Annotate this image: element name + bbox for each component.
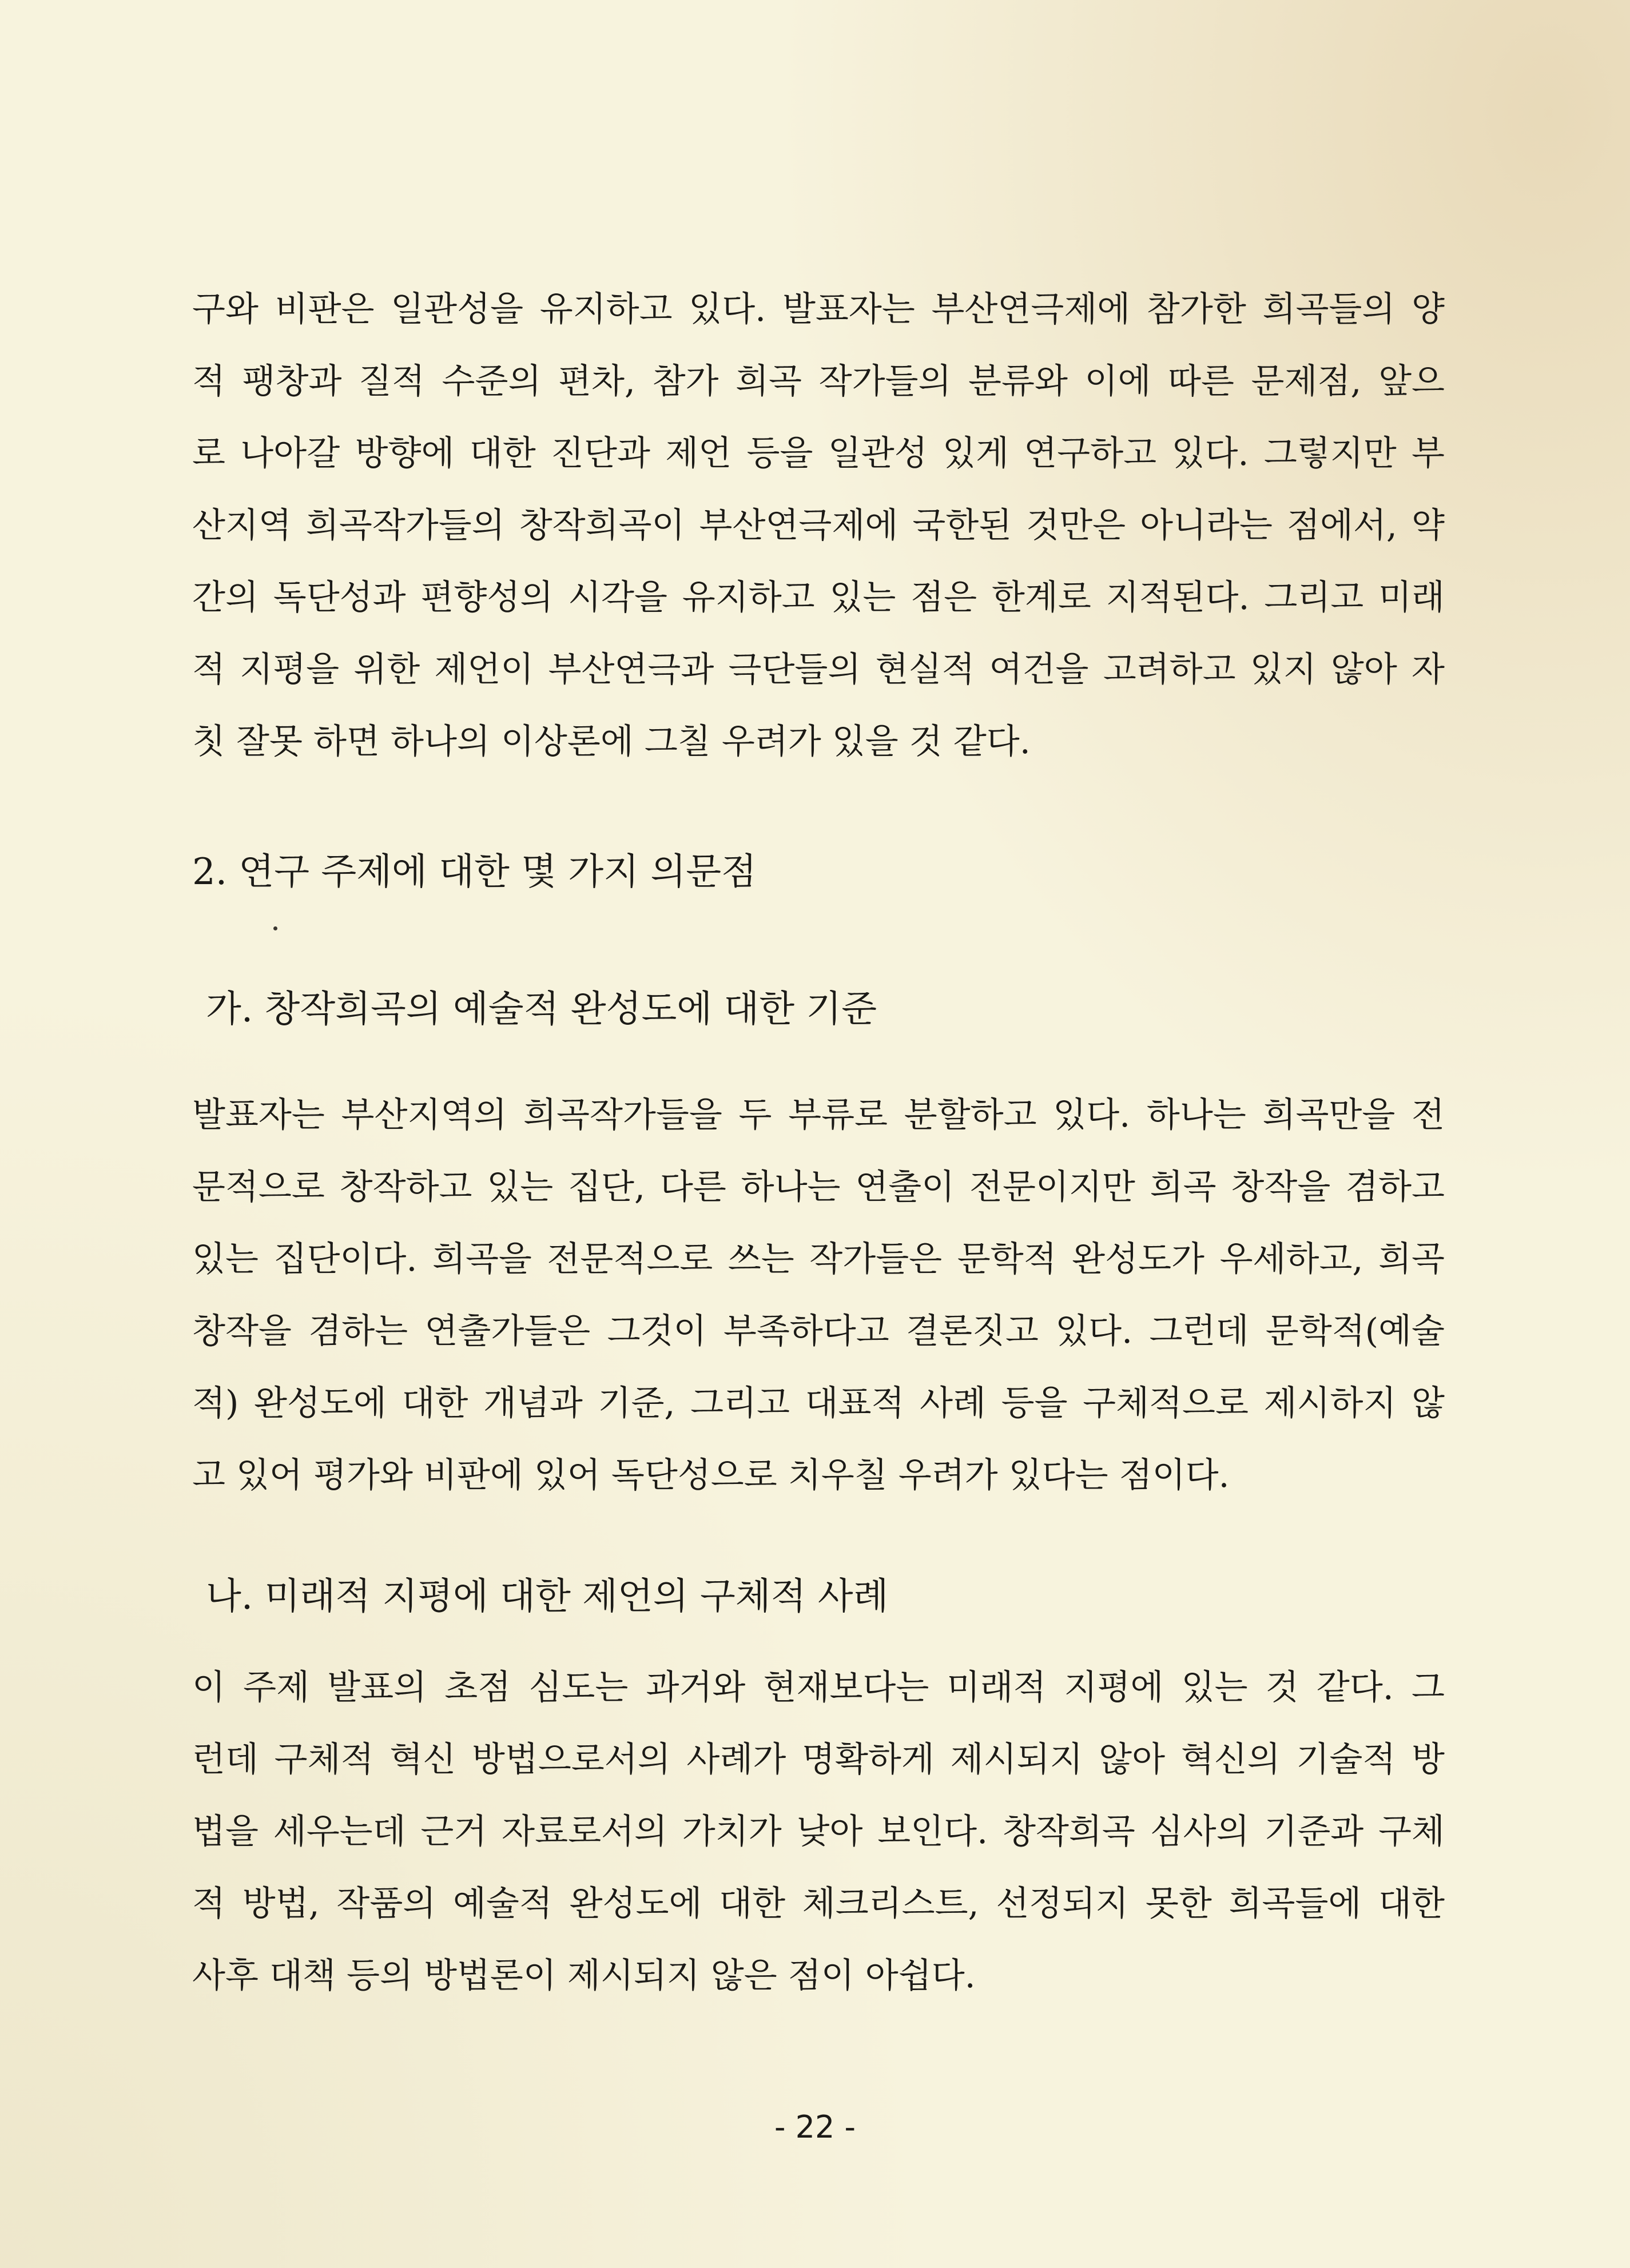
- paragraph-line: 있는 집단이다. 희곡을 전문적으로 쓰는 작가들은 문학적 완성도가 우세하고, 희곡: [192, 1239, 1445, 1279]
- paragraph-line: 발표자는 부산지역의 희곡작가들을 두 부류로 분할하고 있다. 하나는 희곡만을 전: [192, 1095, 1445, 1135]
- paragraph-line: 법을 세우는데 근거 자료로서의 가치가 낮아 보인다. 창작희곡 심사의 기준과 구체: [192, 1812, 1445, 1852]
- paragraph-line: 산지역 희곡작가들의 창작희곡이 부산연극제에 국한된 것만은 아니라는 점에서, 약: [192, 506, 1445, 546]
- page-number: - 22 -: [774, 2109, 856, 2145]
- scan-speck: [273, 926, 277, 930]
- paragraph-line: 구와 비판은 일관성을 유지하고 있다. 발표자는 부산연극제에 참가한 희곡들의 양: [192, 289, 1445, 329]
- paragraph-line: 창작을 겸하는 연출가들은 그것이 부족하다고 결론짓고 있다. 그런데 문학적(예술: [192, 1311, 1445, 1351]
- paragraph-line: 문적으로 창작하고 있는 집단, 다른 하나는 연출이 전문이지만 희곡 창작을 겸하고: [192, 1167, 1445, 1207]
- section-heading: 2. 연구 주제에 대한 몇 가지 의문점: [192, 851, 757, 893]
- paragraph-line: 고 있어 평가와 비판에 있어 독단성으로 치우칠 우려가 있다는 점이다.: [192, 1455, 1230, 1495]
- paragraph-line: 사후 대책 등의 방법론이 제시되지 않은 점이 아쉽다.: [192, 1956, 976, 1996]
- paragraph-line: 간의 독단성과 편향성의 시각을 유지하고 있는 점은 한계로 지적된다. 그리고 미래: [192, 578, 1445, 618]
- subsection-heading-na: 나. 미래적 지평에 대한 제언의 구체적 사례: [206, 1575, 889, 1618]
- paragraph-line: 적 방법, 작품의 예술적 완성도에 대한 체크리스트, 선정되지 못한 희곡들에 대한: [192, 1884, 1445, 1924]
- paragraph-line: 적 팽창과 질적 수준의 편차, 참가 희곡 작가들의 분류와 이에 따른 문제점, 앞으: [192, 361, 1445, 401]
- paragraph-line: 런데 구체적 혁신 방법으로서의 사례가 명확하게 제시되지 않아 혁신의 기술적 방: [192, 1740, 1445, 1780]
- paragraph-line: 적 지평을 위한 제언이 부산연극과 극단들의 현실적 여건을 고려하고 있지 않아 자: [192, 650, 1445, 690]
- paragraph-line: 로 나아갈 방향에 대한 진단과 제언 등을 일관성 있게 연구하고 있다. 그렇지만 부: [192, 433, 1445, 474]
- paragraph-line: 적) 완성도에 대한 개념과 기준, 그리고 대표적 사례 등을 구체적으로 제시하지 않: [192, 1383, 1445, 1423]
- subsection-na-paragraph: [192, 1652, 1445, 2012]
- subsection-ga-paragraph: [192, 1079, 1445, 1511]
- paragraph-line: 이 주제 발표의 초점 심도는 과거와 현재보다는 미래적 지평에 있는 것 같다. 그: [192, 1668, 1445, 1708]
- paragraph-line: 칫 잘못 하면 하나의 이상론에 그칠 우려가 있을 것 같다.: [192, 722, 1031, 762]
- paragraph-continued: [192, 273, 1445, 778]
- subsection-heading-ga: 가. 창작희곡의 예술적 완성도에 대한 기준: [206, 988, 877, 1030]
